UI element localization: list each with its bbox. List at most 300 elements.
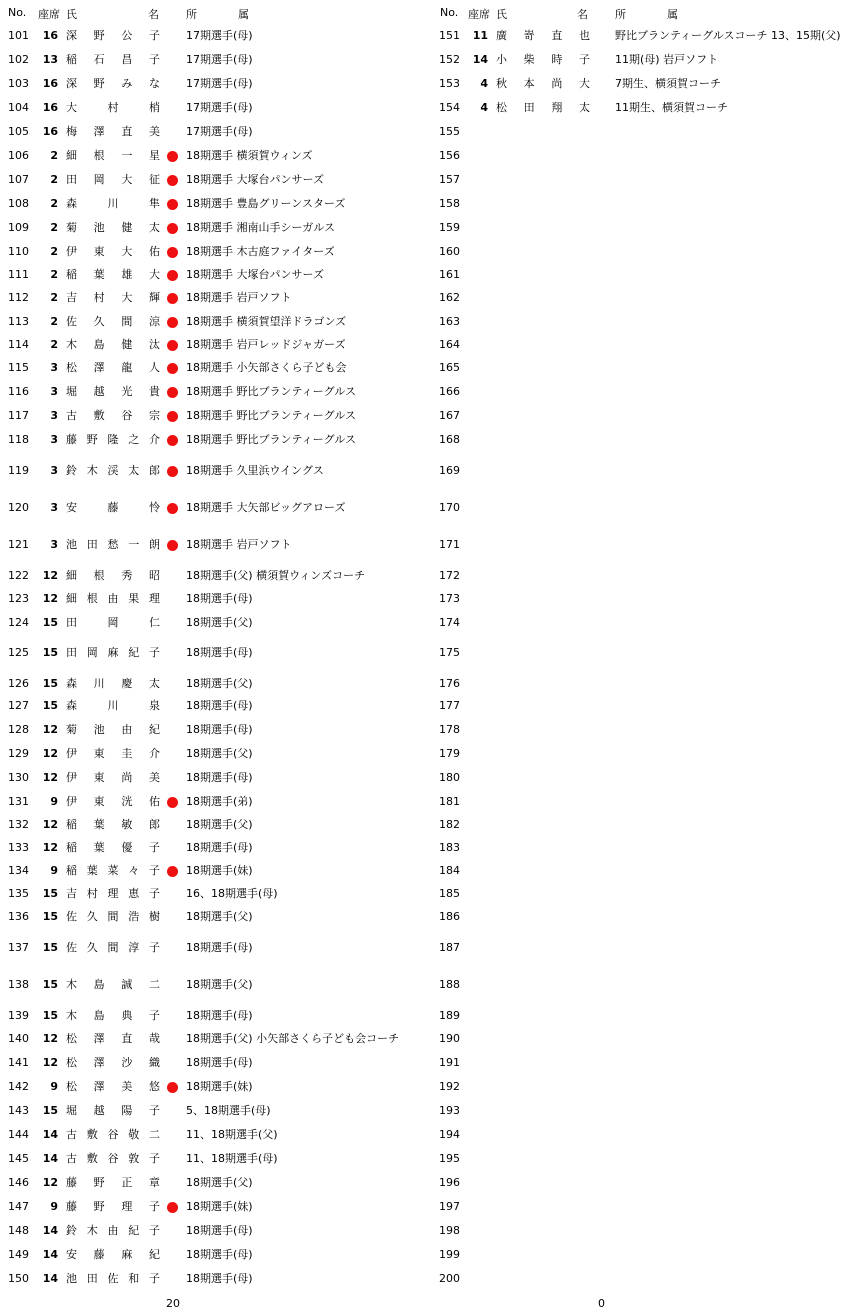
affiliation: 18期選手 大矢部ビッグアローズ [186, 501, 346, 514]
row-number: 156 [439, 149, 460, 162]
attendee-name: 堀 越 光 貴 [66, 385, 160, 398]
seat-number: 11 [472, 29, 488, 42]
row-number: 184 [439, 864, 460, 877]
row-number: 145 [8, 1152, 29, 1165]
row-number: 130 [8, 771, 29, 784]
row-number: 146 [8, 1176, 29, 1189]
affiliation: 17期選手(母) [186, 101, 253, 114]
affiliation: 11期(母) 岩戸ソフト [615, 53, 719, 66]
affiliation: 18期選手 岩戸ソフト [186, 538, 292, 551]
row-number: 185 [439, 887, 460, 900]
affiliation: 16、18期選手(母) [186, 887, 278, 900]
row-number: 182 [439, 818, 460, 831]
list-row [0, 360, 861, 376]
seat-number: 9 [50, 1080, 58, 1093]
seat-number: 14 [42, 1248, 58, 1261]
row-number: 186 [439, 910, 460, 923]
attendee-name: 鈴 木 渓 太 郎 [66, 464, 160, 477]
seat-number: 14 [472, 53, 488, 66]
affiliation: 5、18期選手(母) [186, 1104, 271, 1117]
row-number: 169 [439, 464, 460, 477]
affiliation: 18期選手(妹) [186, 1200, 253, 1213]
list-row [0, 977, 861, 993]
seat-number: 15 [42, 910, 58, 923]
row-number: 174 [439, 616, 460, 629]
affiliation: 18期選手(母) [186, 1224, 253, 1237]
row-number: 137 [8, 941, 29, 954]
list-row [0, 940, 861, 956]
affiliation: 18期選手(母) [186, 1056, 253, 1069]
affiliation: 17期選手(母) [186, 125, 253, 138]
attendee-name: 稲 葉 敏 郎 [66, 818, 160, 831]
list-row [0, 645, 861, 661]
seat-number: 2 [50, 245, 58, 258]
list-row [0, 432, 861, 448]
affiliation: 18期選手(妹) [186, 1080, 253, 1093]
list-row [0, 100, 861, 116]
attendee-name: 深 野 公 子 [66, 29, 160, 42]
row-number: 108 [8, 197, 29, 210]
seat-number: 9 [50, 864, 58, 877]
attendee-name: 藤 野 理 子 [66, 1200, 160, 1213]
list-row [0, 1151, 861, 1167]
list-row [0, 1008, 861, 1024]
row-number: 131 [8, 795, 29, 808]
row-number: 128 [8, 723, 29, 736]
affiliation: 17期選手(母) [186, 53, 253, 66]
attendee-name: 稲 葉 菜 々 子 [66, 864, 160, 877]
seat-number: 12 [42, 569, 58, 582]
seat-number: 9 [50, 1200, 58, 1213]
affiliation: 18期選手 野比ブランティーグルス [186, 433, 356, 446]
affiliation: 18期選手 大塚台パンサーズ [186, 268, 324, 281]
affiliation: 18期選手(父) 横須賀ウィンズコーチ [186, 569, 366, 582]
attendee-name: 佐 久 間 涼 [66, 315, 160, 328]
attendee-name: 細 根 由 果 理 [66, 592, 160, 605]
attendee-name: 松 澤 美 悠 [66, 1080, 160, 1093]
row-number: 171 [439, 538, 460, 551]
affiliation: 18期選手 大塚台パンサーズ [186, 173, 324, 186]
row-number: 104 [8, 101, 29, 114]
attendee-name: 佐 久 間 淳 子 [66, 941, 160, 954]
list-row [0, 698, 861, 714]
row-number: 110 [8, 245, 29, 258]
row-number: 144 [8, 1128, 29, 1141]
row-number: 111 [8, 268, 29, 281]
seat-number: 12 [42, 818, 58, 831]
attendee-name: 松 田 翔 太 [496, 101, 590, 114]
affiliation: 18期選手 岩戸レッドジャガーズ [186, 338, 346, 351]
row-number: 107 [8, 173, 29, 186]
row-number: 106 [8, 149, 29, 162]
row-number: 135 [8, 887, 29, 900]
row-number: 139 [8, 1009, 29, 1022]
affiliation: 18期選手(母) [186, 771, 253, 784]
seat-number: 2 [50, 338, 58, 351]
row-number: 177 [439, 699, 460, 712]
list-row [0, 676, 861, 692]
affiliation: 18期選手 小矢部さくら子ども会 [186, 361, 347, 374]
row-number: 105 [8, 125, 29, 138]
list-row [0, 615, 861, 631]
seat-number: 15 [42, 1009, 58, 1022]
row-number: 187 [439, 941, 460, 954]
list-row [0, 220, 861, 236]
affiliation: 18期選手(母) [186, 592, 253, 605]
seat-number: 9 [50, 795, 58, 808]
list-row [0, 591, 861, 607]
seat-number: 14 [42, 1152, 58, 1165]
seat-number: 3 [50, 385, 58, 398]
row-number: 180 [439, 771, 460, 784]
attendee-name: 吉 村 大 輝 [66, 291, 160, 304]
seat-number: 12 [42, 592, 58, 605]
affiliation: 18期選手 横須賀ウィンズ [186, 149, 313, 162]
row-number: 196 [439, 1176, 460, 1189]
affiliation: 11期生、横須賀コーチ [615, 101, 728, 114]
affiliation: 18期選手 野比ブランティーグルス [186, 385, 356, 398]
row-number: 132 [8, 818, 29, 831]
seat-number: 12 [42, 1176, 58, 1189]
row-number: 162 [439, 291, 460, 304]
list-row [0, 290, 861, 306]
attendee-name: 伊 東 圭 介 [66, 747, 160, 760]
list-row [0, 770, 861, 786]
list-row [0, 244, 861, 260]
attendee-name: 伊 東 大 佑 [66, 245, 160, 258]
attendee-name: 安 藤 怜 [66, 501, 160, 514]
list-row [0, 537, 861, 553]
row-number: 127 [8, 699, 29, 712]
list-row [0, 1199, 861, 1215]
affiliation: 18期選手(母) [186, 646, 253, 659]
seat-number: 15 [42, 616, 58, 629]
seat-number: 3 [50, 501, 58, 514]
attendee-name: 池 田 愁 一 朗 [66, 538, 160, 551]
affiliation: 17期選手(母) [186, 77, 253, 90]
seat-number: 15 [42, 887, 58, 900]
list-row [0, 196, 861, 212]
header-affiliation-2: 属 [667, 8, 678, 21]
row-number: 183 [439, 841, 460, 854]
affiliation: 18期選手(父) [186, 978, 253, 991]
attendee-name: 梅 澤 直 美 [66, 125, 160, 138]
seat-number: 3 [50, 538, 58, 551]
attendee-name: 吉 村 理 恵 子 [66, 887, 160, 900]
row-number: 141 [8, 1056, 29, 1069]
row-number: 138 [8, 978, 29, 991]
seat-number: 12 [42, 1032, 58, 1045]
affiliation: 18期選手(父) [186, 677, 253, 690]
list-row [0, 1103, 861, 1119]
row-number: 179 [439, 747, 460, 760]
list-row [0, 1247, 861, 1263]
row-number: 150 [8, 1272, 29, 1285]
attendee-name: 森 川 慶 太 [66, 677, 160, 690]
seat-number: 2 [50, 291, 58, 304]
row-number: 197 [439, 1200, 460, 1213]
affiliation: 18期選手(弟) [186, 795, 253, 808]
header-name-2: 名 [577, 8, 588, 21]
list-row [0, 1223, 861, 1239]
affiliation: 18期選手 横須賀望洋ドラゴンズ [186, 315, 347, 328]
row-number: 136 [8, 910, 29, 923]
list-row [0, 76, 861, 92]
list-row [0, 172, 861, 188]
row-number: 199 [439, 1248, 460, 1261]
row-number: 118 [8, 433, 29, 446]
seat-number: 15 [42, 646, 58, 659]
row-number: 167 [439, 409, 460, 422]
affiliation: 18期選手 野比ブランティーグルス [186, 409, 356, 422]
affiliation: 18期選手(父) [186, 616, 253, 629]
row-number: 148 [8, 1224, 29, 1237]
list-row [0, 337, 861, 353]
row-number: 125 [8, 646, 29, 659]
row-number: 170 [439, 501, 460, 514]
row-number: 143 [8, 1104, 29, 1117]
row-number: 153 [439, 77, 460, 90]
attendee-name: 松 澤 龍 人 [66, 361, 160, 374]
list-row [0, 1079, 861, 1095]
row-number: 173 [439, 592, 460, 605]
seat-number: 14 [42, 1128, 58, 1141]
attendee-name: 松 澤 直 哉 [66, 1032, 160, 1045]
row-number: 164 [439, 338, 460, 351]
attendee-name: 木 島 典 子 [66, 1009, 160, 1022]
affiliation: 18期選手(父) [186, 818, 253, 831]
row-number: 166 [439, 385, 460, 398]
row-number: 117 [8, 409, 29, 422]
row-number: 158 [439, 197, 460, 210]
list-row [0, 817, 861, 833]
row-number: 134 [8, 864, 29, 877]
list-row [0, 267, 861, 283]
affiliation: 18期選手(母) [186, 941, 253, 954]
header-name-1: 氏 [66, 8, 77, 21]
attendee-name: 稲 葉 優 子 [66, 841, 160, 854]
row-number: 160 [439, 245, 460, 258]
row-number: 191 [439, 1056, 460, 1069]
list-row [0, 500, 861, 516]
list-row [0, 568, 861, 584]
row-number: 112 [8, 291, 29, 304]
affiliation: 18期選手(妹) [186, 864, 253, 877]
row-number: 119 [8, 464, 29, 477]
header-affiliation-1: 所 [186, 8, 197, 21]
list-row [0, 384, 861, 400]
attendee-name: 安 藤 麻 紀 [66, 1248, 160, 1261]
attendee-name: 古 敷 谷 敬 二 [66, 1128, 160, 1141]
row-number: 172 [439, 569, 460, 582]
affiliation: 18期選手 豊島グリーンスターズ [186, 197, 346, 210]
row-number: 181 [439, 795, 460, 808]
list-row [0, 463, 861, 479]
row-number: 163 [439, 315, 460, 328]
affiliation: 18期選手(父) 小矢部さくら子ども会コーチ [186, 1032, 400, 1045]
list-row [0, 840, 861, 856]
row-number: 190 [439, 1032, 460, 1045]
list-row [0, 794, 861, 810]
attendee-name: 深 野 み な [66, 77, 160, 90]
row-number: 152 [439, 53, 460, 66]
seat-number: 12 [42, 1056, 58, 1069]
affiliation: 18期選手(母) [186, 1009, 253, 1022]
seat-number: 3 [50, 433, 58, 446]
list-row [0, 1055, 861, 1071]
row-number: 133 [8, 841, 29, 854]
affiliation: 野比ブランティーグルスコーチ 13、15期(父) [615, 29, 841, 42]
attendee-name: 古 敷 谷 敦 子 [66, 1152, 160, 1165]
row-number: 176 [439, 677, 460, 690]
list-row [0, 124, 861, 140]
affiliation: 11、18期選手(母) [186, 1152, 278, 1165]
row-number: 200 [439, 1272, 460, 1285]
affiliation: 18期選手(父) [186, 747, 253, 760]
row-number: 178 [439, 723, 460, 736]
attendee-name: 堀 越 陽 子 [66, 1104, 160, 1117]
list-row [0, 148, 861, 164]
seat-number: 16 [42, 29, 58, 42]
seat-number: 2 [50, 173, 58, 186]
attendee-name: 松 澤 沙 織 [66, 1056, 160, 1069]
header-name-2: 名 [148, 8, 159, 21]
attendee-name: 細 根 秀 昭 [66, 569, 160, 582]
seat-number: 12 [42, 841, 58, 854]
seat-number: 15 [42, 941, 58, 954]
row-number: 195 [439, 1152, 460, 1165]
row-number: 122 [8, 569, 29, 582]
row-number: 114 [8, 338, 29, 351]
header-seat: 座席 [468, 8, 490, 21]
row-number: 147 [8, 1200, 29, 1213]
affiliation: 18期選手(父) [186, 910, 253, 923]
seat-number: 15 [42, 1104, 58, 1117]
row-number: 102 [8, 53, 29, 66]
list-row [0, 722, 861, 738]
right-total-count: 0 [598, 1297, 605, 1310]
seat-number: 15 [42, 978, 58, 991]
attendee-name: 大 村 梢 [66, 101, 160, 114]
header-affiliation-2: 属 [238, 8, 249, 21]
attendee-name: 木 島 誠 二 [66, 978, 160, 991]
affiliation: 18期選手(母) [186, 1248, 253, 1261]
attendee-name: 稲 葉 雄 大 [66, 268, 160, 281]
row-number: 120 [8, 501, 29, 514]
seat-number: 4 [480, 77, 488, 90]
seat-number: 2 [50, 149, 58, 162]
seat-number: 2 [50, 315, 58, 328]
attendee-name: 木 島 健 汰 [66, 338, 160, 351]
row-number: 109 [8, 221, 29, 234]
affiliation: 18期選手 木古庭ファイターズ [186, 245, 335, 258]
seat-number: 14 [42, 1272, 58, 1285]
row-number: 126 [8, 677, 29, 690]
attendee-name: 藤 野 正 章 [66, 1176, 160, 1189]
row-number: 123 [8, 592, 29, 605]
list-row [0, 1271, 861, 1287]
row-number: 101 [8, 29, 29, 42]
list-row [0, 909, 861, 925]
row-number: 189 [439, 1009, 460, 1022]
seat-number: 3 [50, 464, 58, 477]
row-number: 175 [439, 646, 460, 659]
affiliation: 18期選手 岩戸ソフト [186, 291, 292, 304]
row-number: 161 [439, 268, 460, 281]
row-number: 154 [439, 101, 460, 114]
list-row [0, 746, 861, 762]
attendee-name: 森 川 隼 [66, 197, 160, 210]
affiliation: 18期選手 湘南山手シーガルス [186, 221, 335, 234]
attendee-name: 田 岡 麻 紀 子 [66, 646, 160, 659]
row-number: 159 [439, 221, 460, 234]
row-number: 194 [439, 1128, 460, 1141]
attendee-name: 藤 野 隆 之 介 [66, 433, 160, 446]
list-row [0, 408, 861, 424]
attendee-name: 佐 久 間 浩 樹 [66, 910, 160, 923]
row-number: 157 [439, 173, 460, 186]
affiliation: 18期選手(母) [186, 723, 253, 736]
list-row [0, 1127, 861, 1143]
attendee-name: 鈴 木 由 紀 子 [66, 1224, 160, 1237]
attendee-name: 菊 池 健 太 [66, 221, 160, 234]
seat-number: 12 [42, 723, 58, 736]
list-row [0, 886, 861, 902]
seat-number: 14 [42, 1224, 58, 1237]
seat-number: 3 [50, 361, 58, 374]
list-row [0, 52, 861, 68]
affiliation: 17期選手(母) [186, 29, 253, 42]
attendee-name: 秋 本 尚 大 [496, 77, 590, 90]
attendee-name: 稲 石 昌 子 [66, 53, 160, 66]
affiliation: 18期選手(父) [186, 1176, 253, 1189]
row-number: 188 [439, 978, 460, 991]
list-row [0, 314, 861, 330]
row-number: 113 [8, 315, 29, 328]
seat-number: 16 [42, 101, 58, 114]
attendee-name: 田 岡 仁 [66, 616, 160, 629]
affiliation: 11、18期選手(父) [186, 1128, 278, 1141]
seat-number: 15 [42, 677, 58, 690]
attendee-name: 廣 嵜 直 也 [496, 29, 590, 42]
row-number: 115 [8, 361, 29, 374]
row-number: 151 [439, 29, 460, 42]
row-number: 103 [8, 77, 29, 90]
list-row [0, 863, 861, 879]
attendee-name: 田 岡 大 征 [66, 173, 160, 186]
row-number: 121 [8, 538, 29, 551]
affiliation: 18期選手 久里浜ウイングス [186, 464, 324, 477]
attendee-name: 菊 池 由 紀 [66, 723, 160, 736]
attendee-name: 細 根 一 星 [66, 149, 160, 162]
seat-number: 2 [50, 221, 58, 234]
row-number: 168 [439, 433, 460, 446]
seat-number: 12 [42, 771, 58, 784]
seat-number: 12 [42, 747, 58, 760]
seat-number: 2 [50, 268, 58, 281]
seat-number: 16 [42, 77, 58, 90]
row-number: 165 [439, 361, 460, 374]
row-number: 140 [8, 1032, 29, 1045]
row-number: 193 [439, 1104, 460, 1117]
affiliation: 18期選手(母) [186, 1272, 253, 1285]
list-row [0, 28, 861, 44]
affiliation: 18期選手(母) [186, 699, 253, 712]
seat-number: 16 [42, 125, 58, 138]
row-number: 116 [8, 385, 29, 398]
row-number: 149 [8, 1248, 29, 1261]
header-no: No. [8, 6, 27, 19]
